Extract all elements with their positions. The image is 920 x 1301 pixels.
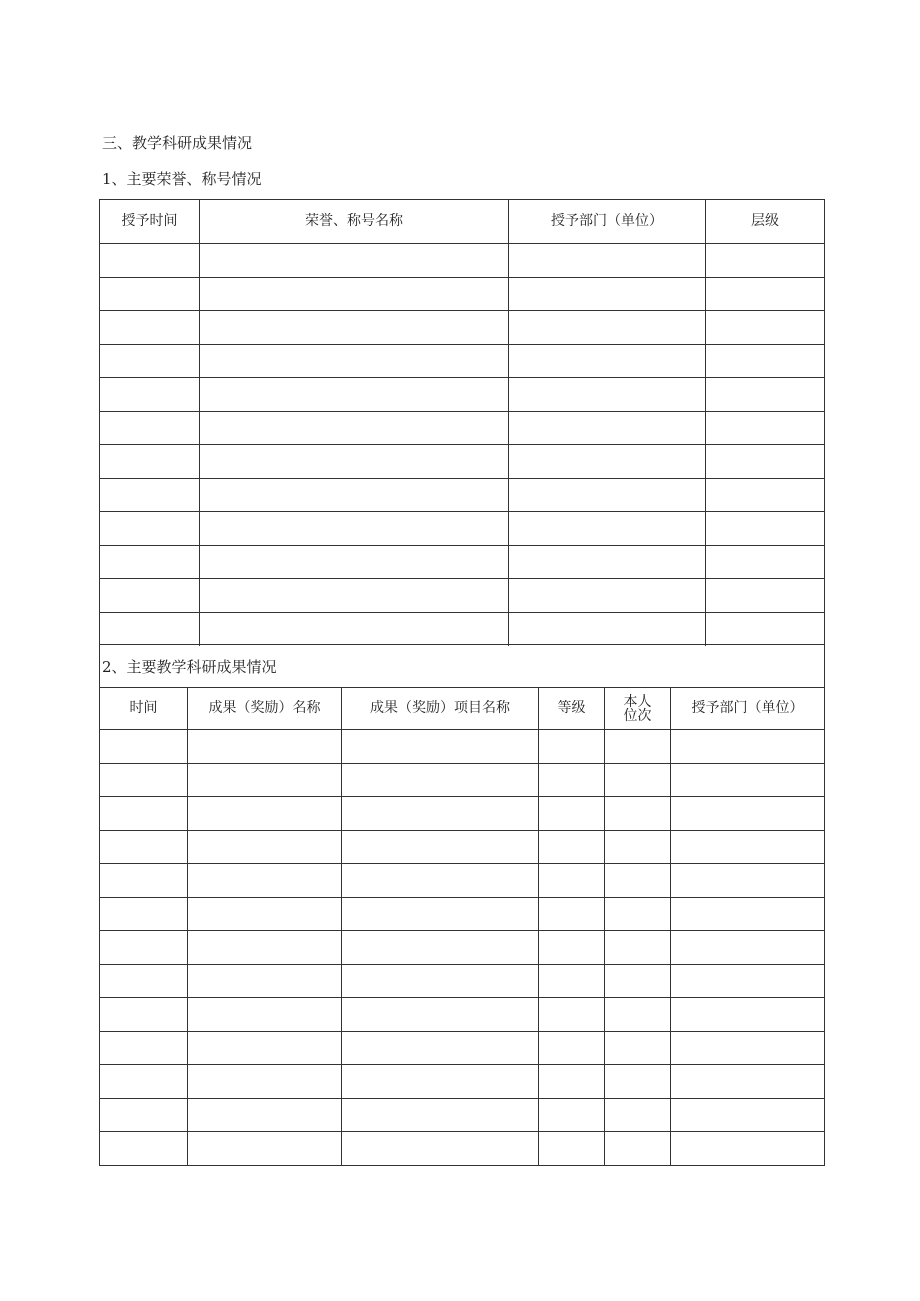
honors-cell: [509, 546, 706, 579]
honors-cell: [200, 244, 509, 277]
achievements-cell: [671, 998, 824, 1031]
honors-cell: [509, 445, 706, 478]
achievements-subtitle-row: [100, 645, 824, 688]
achievements-cell: [342, 831, 539, 864]
honors-cell: [200, 512, 509, 545]
achievements-cell: [342, 898, 539, 931]
table-row: [100, 1032, 824, 1066]
achievements-cell: [605, 797, 671, 830]
achievements-cell: [188, 1032, 342, 1065]
achievements-cell: [539, 864, 605, 897]
table-row: [100, 378, 824, 412]
table-row: [100, 797, 824, 831]
achievements-cell: [671, 764, 824, 797]
honors-cell: [200, 546, 509, 579]
honors-cell: [509, 244, 706, 277]
header-award-time: 授予时间: [100, 200, 200, 243]
honors-cell: [200, 412, 509, 445]
table-row: [100, 579, 824, 613]
honors-cell: [509, 479, 706, 512]
header-project-name: 成果（奖励）项目名称: [342, 688, 539, 729]
achievements-cell: [605, 1099, 671, 1132]
achievements-cell: [539, 1099, 605, 1132]
honors-table-header: [100, 200, 824, 244]
table-row: [100, 278, 824, 312]
honors-cell: [200, 345, 509, 378]
honors-cell: [100, 579, 200, 612]
table-row: [100, 931, 824, 965]
honors-cell: [200, 278, 509, 311]
achievements-cell: [100, 831, 188, 864]
achievements-cell: [342, 730, 539, 763]
honors-cell: [706, 345, 824, 378]
achievements-cell: [605, 730, 671, 763]
honors-cell: [100, 378, 200, 411]
honors-cell: [100, 311, 200, 344]
achievements-cell: [605, 1132, 671, 1166]
achievements-cell: [188, 797, 342, 830]
honors-cell: [100, 479, 200, 512]
header-time: 时间: [100, 688, 188, 729]
honors-cell: [200, 579, 509, 612]
achievements-cell: [188, 998, 342, 1031]
achievements-cell: [671, 1132, 824, 1166]
honors-cell: [100, 345, 200, 378]
achievements-cell: [539, 797, 605, 830]
achievements-cell: [188, 831, 342, 864]
achievements-cell: [671, 1099, 824, 1132]
achievements-cell: [342, 931, 539, 964]
achievements-cell: [539, 831, 605, 864]
honors-cell: [100, 412, 200, 445]
achievements-cell: [100, 1099, 188, 1132]
achievements-cell: [100, 764, 188, 797]
achievements-cell: [605, 864, 671, 897]
header-grade: 等级: [539, 688, 605, 729]
honors-cell: [200, 479, 509, 512]
table-row: [100, 1099, 824, 1133]
achievements-cell: [100, 931, 188, 964]
achievements-cell: [539, 898, 605, 931]
header-achievement-name: 成果（奖励）名称: [188, 688, 342, 729]
achievements-cell: [671, 965, 824, 998]
achievements-cell: [539, 965, 605, 998]
header-personal-rank: [605, 688, 671, 729]
table-row: [100, 898, 824, 932]
achievements-cell: [188, 1132, 342, 1166]
achievements-subtitle: 2、主要教学科研成果情况: [102, 657, 277, 676]
table-row: [100, 345, 824, 379]
honors-cell: [200, 311, 509, 344]
honors-cell: [706, 546, 824, 579]
achievements-cell: [671, 1065, 824, 1098]
honors-cell: [706, 579, 824, 612]
header-awarding-unit: 授予部门（单位）: [509, 200, 706, 243]
achievements-cell: [188, 1065, 342, 1098]
achievements-cell: [100, 1132, 188, 1166]
table-row: [100, 965, 824, 999]
table-row: [100, 1065, 824, 1099]
achievements-cell: [671, 898, 824, 931]
achievements-cell: [605, 1032, 671, 1065]
achievements-cell: [188, 898, 342, 931]
achievements-table-header: [100, 688, 824, 730]
achievements-cell: [100, 898, 188, 931]
honors-cell: [200, 378, 509, 411]
honors-table: [99, 199, 825, 645]
honors-cell: [100, 278, 200, 311]
achievements-cell: [100, 1065, 188, 1098]
achievements-cell: [342, 965, 539, 998]
table-row: [100, 512, 824, 546]
table-row: [100, 613, 824, 647]
table-row: [100, 764, 824, 798]
honors-cell: [706, 378, 824, 411]
achievements-cell: [605, 764, 671, 797]
honors-cell: [509, 512, 706, 545]
table-row: [100, 864, 824, 898]
table-row: [100, 311, 824, 345]
honors-cell: [706, 445, 824, 478]
achievements-cell: [539, 1132, 605, 1166]
achievements-cell: [188, 730, 342, 763]
achievements-cell: [605, 931, 671, 964]
table-row: [100, 479, 824, 513]
achievements-cell: [188, 764, 342, 797]
achievements-cell: [100, 864, 188, 897]
achievements-cell: [539, 931, 605, 964]
table-row: [100, 1132, 824, 1166]
achievements-cell: [342, 797, 539, 830]
honors-cell: [509, 278, 706, 311]
header-personal-rank-line2: 位次: [623, 707, 652, 724]
achievements-cell: [539, 1032, 605, 1065]
achievements-cell: [605, 998, 671, 1031]
honors-cell: [509, 412, 706, 445]
header-awarding-unit-2: 授予部门（单位）: [691, 700, 804, 716]
honors-cell: [509, 579, 706, 612]
honors-cell: [706, 412, 824, 445]
achievements-cell: [539, 730, 605, 763]
achievements-cell: [342, 1132, 539, 1166]
achievements-cell: [539, 764, 605, 797]
honors-cell: [100, 512, 200, 545]
table-row: [100, 546, 824, 580]
honors-cell: [509, 613, 706, 647]
table-row: [100, 412, 824, 446]
achievements-cell: [539, 1065, 605, 1098]
achievements-cell: [342, 864, 539, 897]
achievements-cell: [342, 764, 539, 797]
header-honor-name: 荣誉、称号名称: [200, 200, 509, 243]
achievements-cell: [188, 965, 342, 998]
achievements-cell: [605, 965, 671, 998]
honors-cell: [100, 613, 200, 647]
achievements-cell: [100, 730, 188, 763]
achievements-cell: [100, 1032, 188, 1065]
achievements-cell: [100, 965, 188, 998]
achievements-cell: [671, 797, 824, 830]
achievements-cell: [342, 1099, 539, 1132]
honors-cell: [706, 244, 824, 277]
honors-cell: [509, 378, 706, 411]
table-row: [100, 730, 824, 764]
achievements-cell: [188, 864, 342, 897]
achievements-cell: [671, 831, 824, 864]
section-title: 三、教学科研成果情况: [102, 134, 253, 152]
achievements-cell: [671, 864, 824, 897]
header-level: 层级: [751, 213, 779, 229]
achievements-cell: [671, 1032, 824, 1065]
honors-cell: [200, 445, 509, 478]
header-personal-rank-line1: 本人: [623, 693, 652, 710]
achievements-cell: [605, 1065, 671, 1098]
honors-cell: [706, 278, 824, 311]
honors-cell: [706, 479, 824, 512]
honors-cell: [100, 445, 200, 478]
table-row: [100, 445, 824, 479]
achievements-cell: [188, 931, 342, 964]
honors-cell: [706, 512, 824, 545]
achievements-cell: [100, 797, 188, 830]
honors-cell: [200, 613, 509, 647]
achievements-cell: [342, 1032, 539, 1065]
achievements-cell: [539, 998, 605, 1031]
honors-cell: [509, 345, 706, 378]
honors-cell: [706, 613, 824, 647]
honors-cell: [100, 244, 200, 277]
achievements-cell: [188, 1099, 342, 1132]
achievements-cell: [605, 898, 671, 931]
achievements-cell: [671, 931, 824, 964]
achievements-cell: [605, 831, 671, 864]
honors-subtitle: 1、主要荣誉、称号情况: [102, 170, 262, 188]
achievements-cell: [342, 1065, 539, 1098]
table-row: [100, 831, 824, 865]
honors-cell: [706, 311, 824, 344]
table-row: [100, 244, 824, 278]
honors-cell: [509, 311, 706, 344]
achievements-cell: [342, 998, 539, 1031]
achievements-cell: [100, 998, 188, 1031]
achievements-table: [99, 645, 825, 1166]
achievements-cell: [671, 730, 824, 763]
table-row: [100, 998, 824, 1032]
honors-cell: [100, 546, 200, 579]
